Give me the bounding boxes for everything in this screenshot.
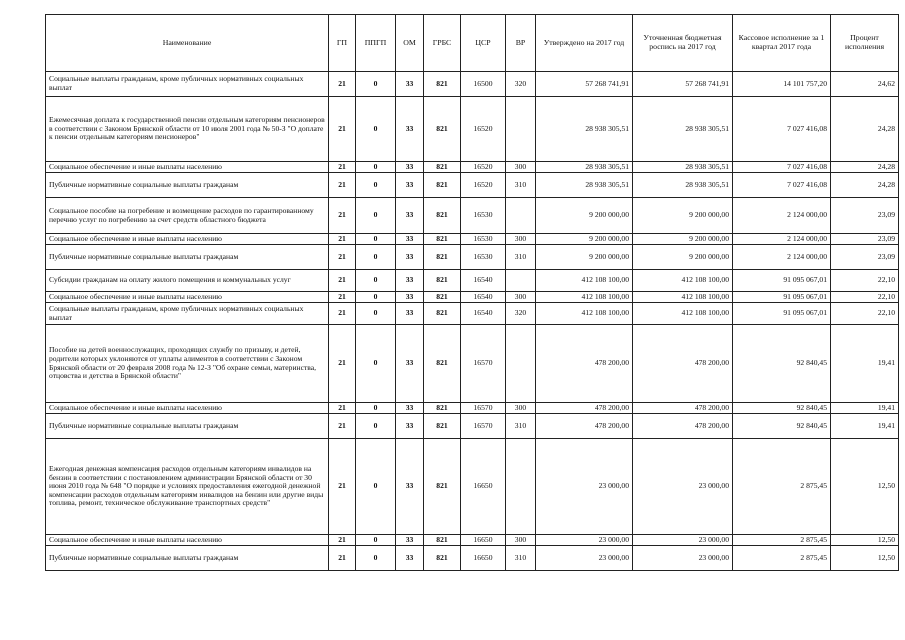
row-om: 33 [396,245,424,270]
row-gp: 21 [329,546,356,571]
row-percent: 22,10 [831,270,899,292]
header-csr: ЦСР [461,15,506,72]
row-name: Социальные выплаты гражданам, кроме публичных нормативных социальных выплат [46,303,329,325]
row-gp: 21 [329,198,356,234]
row-vr: 300 [506,535,536,546]
header-vr: ВР [506,15,536,72]
row-csr: 16650 [461,535,506,546]
row-om: 33 [396,546,424,571]
row-vr [506,325,536,403]
row-om: 33 [396,270,424,292]
row-approved: 9 200 000,00 [536,234,633,245]
row-cash: 2 124 000,00 [733,198,831,234]
header-grbs: ГРБС [424,15,461,72]
table-row [46,97,899,162]
row-cash: 7 027 416,08 [733,97,831,162]
row-om: 33 [396,198,424,234]
row-percent: 12,50 [831,546,899,571]
row-vr: 300 [506,403,536,414]
row-approved: 412 108 100,00 [536,270,633,292]
row-grbs: 821 [424,414,461,439]
row-gp: 21 [329,173,356,198]
row-cash: 91 095 067,01 [733,303,831,325]
row-refined: 9 200 000,00 [633,245,733,270]
budget-table-page [45,14,898,571]
row-csr: 16540 [461,292,506,303]
row-name: Социальные выплаты гражданам, кроме публичных нормативных социальных выплат [46,72,329,97]
row-approved: 57 268 741,91 [536,72,633,97]
row-grbs: 821 [424,97,461,162]
row-refined: 28 938 305,51 [633,97,733,162]
row-om: 33 [396,403,424,414]
row-ppgp: 0 [356,234,396,245]
row-ppgp: 0 [356,270,396,292]
row-vr: 310 [506,245,536,270]
row-ppgp: 0 [356,414,396,439]
row-vr: 300 [506,162,536,173]
table-row [46,245,899,270]
table-row [46,270,899,292]
budget-execution-table [45,14,899,571]
row-approved: 478 200,00 [536,325,633,403]
row-percent: 24,28 [831,173,899,198]
row-grbs: 821 [424,270,461,292]
row-cash: 92 840,45 [733,325,831,403]
row-vr: 320 [506,72,536,97]
row-ppgp: 0 [356,173,396,198]
row-refined: 28 938 305,51 [633,173,733,198]
row-approved: 9 200 000,00 [536,198,633,234]
row-csr: 16520 [461,162,506,173]
table-row [46,162,899,173]
row-grbs: 821 [424,292,461,303]
row-csr: 16570 [461,403,506,414]
row-vr [506,97,536,162]
row-csr: 16530 [461,234,506,245]
row-gp: 21 [329,72,356,97]
row-name: Социальное обеспечение и иные выплаты населению [46,403,329,414]
row-gp: 21 [329,162,356,173]
row-ppgp: 0 [356,162,396,173]
table-header-row [46,15,899,72]
row-csr: 16530 [461,198,506,234]
row-cash: 14 101 757,20 [733,72,831,97]
row-om: 33 [396,303,424,325]
row-refined: 23 000,00 [633,546,733,571]
row-percent: 19,41 [831,325,899,403]
row-ppgp: 0 [356,198,396,234]
row-grbs: 821 [424,403,461,414]
row-gp: 21 [329,535,356,546]
row-percent: 19,41 [831,403,899,414]
row-vr: 300 [506,234,536,245]
row-om: 33 [396,234,424,245]
row-percent: 22,10 [831,303,899,325]
row-refined: 412 108 100,00 [633,270,733,292]
row-percent: 22,10 [831,292,899,303]
row-csr: 16520 [461,97,506,162]
row-percent: 23,09 [831,198,899,234]
row-ppgp: 0 [356,72,396,97]
row-ppgp: 0 [356,535,396,546]
row-gp: 21 [329,245,356,270]
row-vr: 310 [506,414,536,439]
row-cash: 2 124 000,00 [733,245,831,270]
header-percent: Процент исполнения [831,15,899,72]
row-gp: 21 [329,303,356,325]
row-refined: 57 268 741,91 [633,72,733,97]
row-percent: 19,41 [831,414,899,439]
row-percent: 24,28 [831,162,899,173]
row-cash: 91 095 067,01 [733,292,831,303]
row-name: Пособие на детей военнослужащих, проходящих службу по призыву, и детей, родители которых уклоняются от уплаты алиментов в соответствии с Законом Брянской области от 20 февраля 2008 года № 12-З "Об охране семьи, материнства, отцовства и детства в Брянской области" [46,325,329,403]
table-row [46,234,899,245]
row-om: 33 [396,162,424,173]
row-ppgp: 0 [356,403,396,414]
row-name: Социальное обеспечение и иные выплаты населению [46,162,329,173]
row-percent: 23,09 [831,234,899,245]
row-cash: 92 840,45 [733,403,831,414]
row-csr: 16570 [461,414,506,439]
row-vr [506,439,536,535]
row-percent: 12,50 [831,535,899,546]
row-gp: 21 [329,414,356,439]
table-body [46,72,899,571]
row-om: 33 [396,414,424,439]
row-name: Публичные нормативные социальные выплаты гражданам [46,546,329,571]
table-row [46,303,899,325]
row-vr: 310 [506,173,536,198]
row-csr: 16500 [461,72,506,97]
row-name: Публичные нормативные социальные выплаты гражданам [46,414,329,439]
row-ppgp: 0 [356,292,396,303]
row-vr: 300 [506,292,536,303]
row-ppgp: 0 [356,325,396,403]
row-vr: 310 [506,546,536,571]
row-cash: 2 875,45 [733,439,831,535]
row-grbs: 821 [424,72,461,97]
row-grbs: 821 [424,162,461,173]
header-om: ОМ [396,15,424,72]
row-grbs: 821 [424,198,461,234]
row-om: 33 [396,292,424,303]
header-cash: Кассовое исполнение за 1 квартал 2017 года [733,15,831,72]
row-grbs: 821 [424,546,461,571]
row-vr: 320 [506,303,536,325]
row-refined: 9 200 000,00 [633,198,733,234]
row-refined: 28 938 305,51 [633,162,733,173]
row-approved: 23 000,00 [536,439,633,535]
row-approved: 28 938 305,51 [536,97,633,162]
row-ppgp: 0 [356,97,396,162]
row-gp: 21 [329,439,356,535]
row-cash: 7 027 416,08 [733,173,831,198]
table-row [46,72,899,97]
row-refined: 23 000,00 [633,439,733,535]
row-cash: 2 124 000,00 [733,234,831,245]
row-name: Публичные нормативные социальные выплаты гражданам [46,245,329,270]
row-name: Ежегодная денежная компенсация расходов отдельным категориям инвалидов на бензин в соответствии с постановлением администрации Брянской области от 30 июня 2010 года № 648 "О порядке и условиях предоставления ежегодной денежной компенсации расходов отдельным категориям инвалидов на бензин или другие виды топлива, ремонт, техническое обслуживание транспортных средств" [46,439,329,535]
row-gp: 21 [329,270,356,292]
row-grbs: 821 [424,245,461,270]
row-refined: 9 200 000,00 [633,234,733,245]
row-ppgp: 0 [356,546,396,571]
row-approved: 9 200 000,00 [536,245,633,270]
row-cash: 7 027 416,08 [733,162,831,173]
row-csr: 16540 [461,270,506,292]
row-cash: 2 875,45 [733,535,831,546]
row-om: 33 [396,535,424,546]
table-row [46,292,899,303]
row-gp: 21 [329,325,356,403]
row-refined: 412 108 100,00 [633,292,733,303]
table-row [46,439,899,535]
row-csr: 16520 [461,173,506,198]
row-name: Субсидии гражданам на оплату жилого помещения и коммунальных услуг [46,270,329,292]
row-name: Социальное пособие на погребение и возмещение расходов по гарантированному перечню услуг по погребению за счет средств областного бюджета [46,198,329,234]
table-row [46,546,899,571]
row-grbs: 821 [424,234,461,245]
table-row [46,403,899,414]
table-row [46,198,899,234]
row-csr: 16570 [461,325,506,403]
row-percent: 24,28 [831,97,899,162]
row-name: Публичные нормативные социальные выплаты гражданам [46,173,329,198]
row-om: 33 [396,439,424,535]
row-grbs: 821 [424,173,461,198]
row-cash: 92 840,45 [733,414,831,439]
row-approved: 478 200,00 [536,414,633,439]
row-refined: 478 200,00 [633,414,733,439]
header-name: Наименование [46,15,329,72]
table-row [46,414,899,439]
header-gp: ГП [329,15,356,72]
row-refined: 478 200,00 [633,325,733,403]
row-percent: 24,62 [831,72,899,97]
row-percent: 12,50 [831,439,899,535]
row-cash: 91 095 067,01 [733,270,831,292]
row-approved: 28 938 305,51 [536,162,633,173]
row-csr: 16650 [461,439,506,535]
row-ppgp: 0 [356,245,396,270]
row-csr: 16540 [461,303,506,325]
row-gp: 21 [329,403,356,414]
table-row [46,325,899,403]
row-grbs: 821 [424,325,461,403]
row-approved: 478 200,00 [536,403,633,414]
row-cash: 2 875,45 [733,546,831,571]
table-row [46,173,899,198]
row-approved: 23 000,00 [536,535,633,546]
row-gp: 21 [329,97,356,162]
row-grbs: 821 [424,535,461,546]
header-refined: Уточненная бюджетная роспись на 2017 год [633,15,733,72]
row-grbs: 821 [424,439,461,535]
row-name: Социальное обеспечение и иные выплаты населению [46,535,329,546]
row-approved: 28 938 305,51 [536,173,633,198]
row-ppgp: 0 [356,439,396,535]
header-ppgp: ППГП [356,15,396,72]
row-approved: 412 108 100,00 [536,303,633,325]
row-gp: 21 [329,292,356,303]
row-refined: 412 108 100,00 [633,303,733,325]
row-refined: 23 000,00 [633,535,733,546]
row-name: Социальное обеспечение и иные выплаты населению [46,292,329,303]
row-grbs: 821 [424,303,461,325]
row-percent: 23,09 [831,245,899,270]
row-csr: 16530 [461,245,506,270]
row-vr [506,270,536,292]
row-gp: 21 [329,234,356,245]
row-om: 33 [396,72,424,97]
row-om: 33 [396,325,424,403]
row-approved: 412 108 100,00 [536,292,633,303]
row-approved: 23 000,00 [536,546,633,571]
row-ppgp: 0 [356,303,396,325]
row-om: 33 [396,173,424,198]
row-name: Ежемесячная доплата к государственной пенсии отдельным категориям пенсионеров в соответствии с Законом Брянской области от 10 июля 2001 года № 50-З "О доплате к пенсии отдельным категориям пенсионеров" [46,97,329,162]
row-refined: 478 200,00 [633,403,733,414]
row-csr: 16650 [461,546,506,571]
row-vr [506,198,536,234]
row-name: Социальное обеспечение и иные выплаты населению [46,234,329,245]
row-om: 33 [396,97,424,162]
header-approved: Утверждено на 2017 год [536,15,633,72]
table-row [46,535,899,546]
